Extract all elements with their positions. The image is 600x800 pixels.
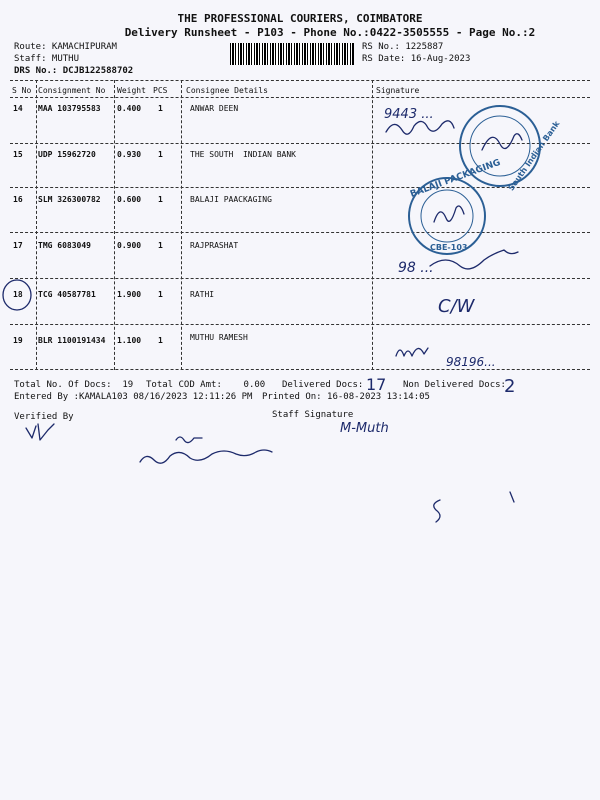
- stray-mark: [510, 492, 514, 502]
- row-14-handwritten-number: 9443 ...: [384, 107, 434, 122]
- table-row-consignment: BLR 1100191434: [38, 336, 106, 345]
- row-19-signature: [396, 348, 496, 369]
- table-row-sno: 17: [13, 241, 23, 250]
- table-row-consignment: MAA 103795583: [38, 104, 101, 113]
- row-18-circle-mark: [3, 280, 31, 310]
- header-consignee: Consignee Details: [186, 86, 268, 95]
- table-row-consignment: SLM 326300782: [38, 195, 101, 204]
- table-row-consignee: BALAJI PAACKAGING: [190, 195, 272, 204]
- table-row-weight: 1.100: [117, 336, 142, 345]
- balaji-stamp-subtext: CBE-103: [430, 243, 468, 252]
- header-weight: Weight: [117, 86, 146, 95]
- row-17-signature: [398, 250, 518, 276]
- staff-signature-label: Staff Signature: [272, 410, 354, 420]
- table-row-consignee: RATHI: [190, 290, 215, 299]
- table-row-pcs: 1: [158, 150, 163, 159]
- south-indian-bank-stamp: [460, 106, 562, 192]
- table-row-weight: 1.900: [117, 290, 142, 299]
- table-row-consignee: THE SOUTH INDIAN BANK: [190, 150, 296, 159]
- table-row-consignee: ANWAR DEEN: [190, 104, 239, 113]
- table-row-consignee: MUTHU RAMESH: [190, 333, 248, 342]
- header-consignment: Consignment No: [38, 86, 106, 95]
- middle-scribble-signature: [140, 437, 272, 463]
- balaji-stamp-text: BALAJI PACKAGING: [408, 157, 502, 200]
- table-row-weight: 0.600: [117, 195, 142, 204]
- table-row-pcs: 1: [158, 290, 163, 299]
- table-row-sno: 15: [13, 150, 23, 159]
- table-row-pcs: 1: [158, 241, 163, 250]
- route-label: Route: KAMACHIPURAM: [14, 42, 117, 52]
- table-row-consignment: TCG 40587781: [38, 290, 96, 299]
- company-title: THE PROFESSIONAL COURIERS, COIMBATORE: [177, 12, 423, 25]
- verified-by-label: Verified By: [14, 412, 74, 422]
- non-delivered-count-handwritten: 2: [504, 376, 516, 397]
- rs-number: RS No.: 1225887: [362, 42, 444, 52]
- table-row-consignment: UDP 15962720: [38, 150, 96, 159]
- runsheet-title: Delivery Runsheet - P103 - Phone No.:0422-3505555 - Page No.:2: [124, 26, 536, 39]
- table-row-sno: 19: [13, 336, 23, 345]
- table-row-consignee: RAJPRASHAT: [190, 241, 239, 250]
- row-17-handwritten-number: 98 ...: [398, 260, 434, 276]
- balaji-packaging-stamp: [409, 158, 502, 254]
- table-row-weight: 0.400: [117, 104, 142, 113]
- non-delivered-docs-label: Non Delivered Docs:: [403, 380, 506, 390]
- table-row-sno: 14: [13, 104, 23, 113]
- drs-number: DRS No.: DCJB122588702: [14, 66, 134, 76]
- stray-mark: [434, 500, 440, 522]
- table-row-weight: 0.900: [117, 241, 142, 250]
- table-row-weight: 0.930: [117, 150, 142, 159]
- row-19-handwritten-number: 98196...: [446, 355, 496, 369]
- delivered-docs-label: Delivered Docs:: [282, 380, 364, 390]
- verified-by-signature: [26, 424, 54, 440]
- printed-on: Printed On: 16-08-2023 13:14:05: [262, 392, 430, 402]
- entered-by: Entered By :KAMALA103 08/16/2023 12:11:26 PM: [14, 392, 253, 402]
- table-row-pcs: 1: [158, 195, 163, 204]
- row-18-cw-note: C/W: [438, 296, 475, 317]
- table-row-sno: 18: [13, 290, 23, 299]
- table-row-consignment: TMG 6083049: [38, 241, 91, 250]
- table-row-pcs: 1: [158, 104, 163, 113]
- table-row-sno: 16: [13, 195, 23, 204]
- row-14-signature: [384, 107, 454, 134]
- header-signature: Signature: [376, 86, 420, 95]
- header-sno: S No: [12, 86, 32, 95]
- bank-stamp-text: South Indian Bank: [506, 119, 562, 193]
- table-row-pcs: 1: [158, 336, 163, 345]
- staff-label: Staff: MUTHU: [14, 54, 80, 64]
- total-cod: Total COD Amt: 0.00: [146, 380, 266, 390]
- rs-date: RS Date: 16-Aug-2023: [362, 54, 471, 64]
- staff-signature-ink: M-Muth: [340, 421, 389, 436]
- header-pcs: PCS: [153, 86, 168, 95]
- delivered-count-handwritten: 17: [366, 375, 387, 394]
- total-docs: Total No. Of Docs: 19: [14, 380, 134, 390]
